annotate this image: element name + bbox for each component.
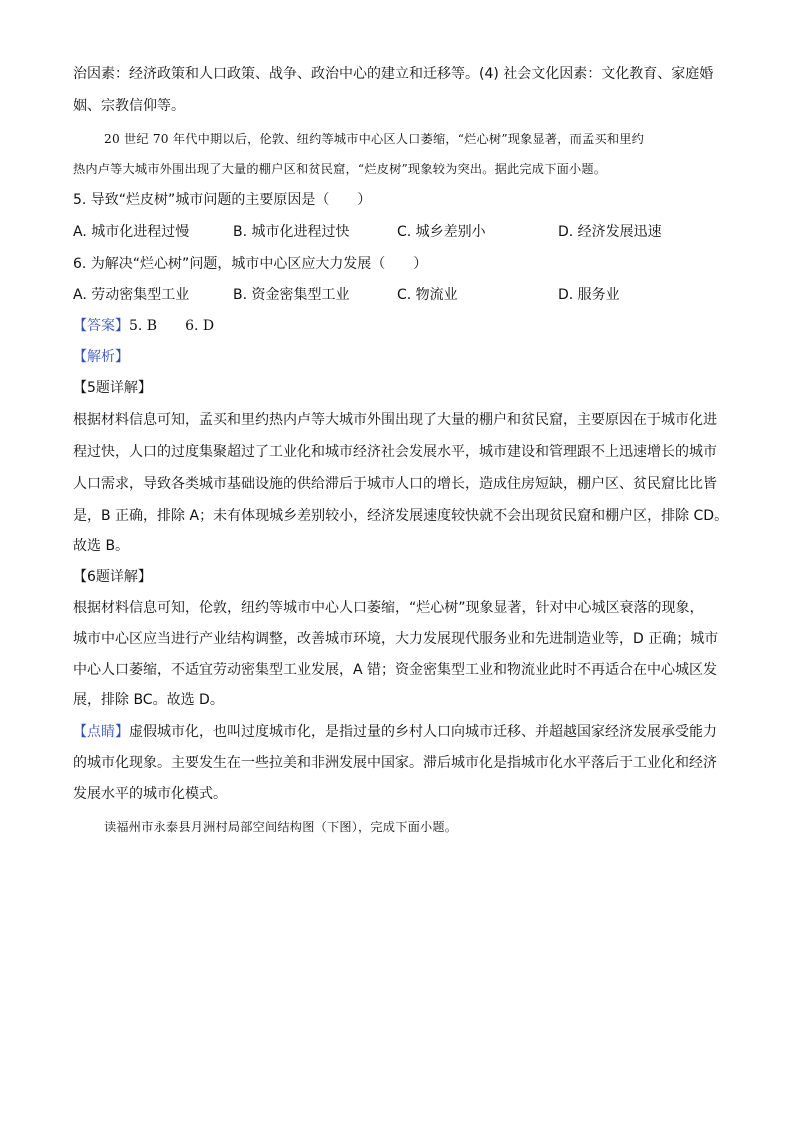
question-5-option-d: D. 经济发展迅速: [558, 224, 662, 240]
tip-line: 发展水平的城市化模式。: [73, 786, 227, 802]
analysis-label-text: 【解析】: [73, 349, 129, 365]
tip-line: [73, 722, 717, 742]
material-paragraph-line: 读福州市永泰县月洲村局部空间结构图（下图），完成下面小题。: [104, 820, 458, 834]
question-5-option-c: C. 城乡差别小: [397, 224, 486, 240]
tip-line: 的城市化现象。主要发生在一些拉美和非洲发展中国家。滞后城市化是指城市化水平落后于工业化和经济: [73, 755, 717, 771]
answer-line: [73, 316, 214, 336]
text-line: 姻、宗教信仰等。: [73, 98, 185, 114]
answer-label: 【答案】: [73, 318, 129, 334]
text-line: 治因素：经济政策和人口政策、战争、政治中心的建立和迁移等。(4) 社会文化因素：文化教育、家庭婚: [73, 66, 714, 82]
material-paragraph-line: 20 世纪 70 年代中期以后，伦敦、纽约等城市中心区人口萎缩，“烂心树”现象显著，而孟买和里约: [104, 132, 645, 146]
question-6-option-d: D. 服务业: [558, 287, 620, 303]
detail-6-line: 展，排除 BC。故选 D。: [73, 692, 224, 708]
answer-value: 5. B 6. D: [129, 318, 215, 334]
question-6-option-a: A. 劳动密集型工业: [73, 287, 190, 303]
detail-5-line: 程过快，人口的过度集聚超过了工业化和城市经济社会发展水平，城市建设和管理跟不上迅速增长的城市: [73, 444, 717, 460]
detail-6-line: 中心人口萎缩，不适宜劳动密集型工业发展，A 错；资金密集型工业和物流业此时不再适合在中心城区发: [73, 662, 718, 678]
analysis-label: [73, 347, 129, 367]
detail-6-line: 根据材料信息可知，伦敦，纽约等城市中心人口萎缩，“烂心树”现象显著，针对中心城区衰落的现象，: [73, 600, 704, 616]
detail-5-line: 是，B 正确，排除 A；未有体现城乡差别较小，经济发展速度较快就不会出现贫民窟和棚户区，排除 CD。: [73, 508, 729, 524]
question-6-option-c: C. 物流业: [397, 287, 458, 303]
question-6: 6. 为解决“烂心树”问题，城市中心区应大力发展（ ）: [73, 256, 428, 272]
detail-5-label: 【5题详解】: [73, 380, 152, 396]
tip-label: 【点睛】: [73, 724, 129, 740]
detail-5-line: 根据材料信息可知，孟买和里约热内卢等大城市外围出现了大量的棚户和贫民窟，主要原因在于城市化进: [73, 412, 717, 428]
material-paragraph-line: 热内卢等大城市外围出现了大量的棚户区和贫民窟，“烂皮树”现象较为突出。据此完成下面小题。: [73, 162, 607, 176]
question-5-option-b: B. 城市化进程过快: [233, 224, 350, 240]
question-6-option-b: B. 资金密集型工业: [233, 287, 350, 303]
detail-5-line: 故选 B。: [73, 538, 130, 554]
detail-5-line: 人口需求，导致各类城市基础设施的供给滞后于城市人口的增长，造成住房短缺，棚户区、贫民窟比比皆: [73, 476, 717, 492]
question-5: 5. 导致“烂皮树”城市问题的主要原因是（ ）: [73, 192, 372, 208]
question-5-option-a: A. 城市化进程过慢: [73, 224, 190, 240]
detail-6-label: 【6题详解】: [73, 569, 152, 585]
tip-text: 虚假城市化，也叫过度城市化，是指过量的乡村人口向城市迁移、并超越国家经济发展承受能力: [129, 724, 717, 740]
detail-6-line: 城市中心区应当进行产业结构调整，改善城市环境，大力发展现代服务业和先进制造业等，D 正确；城市: [73, 631, 719, 647]
